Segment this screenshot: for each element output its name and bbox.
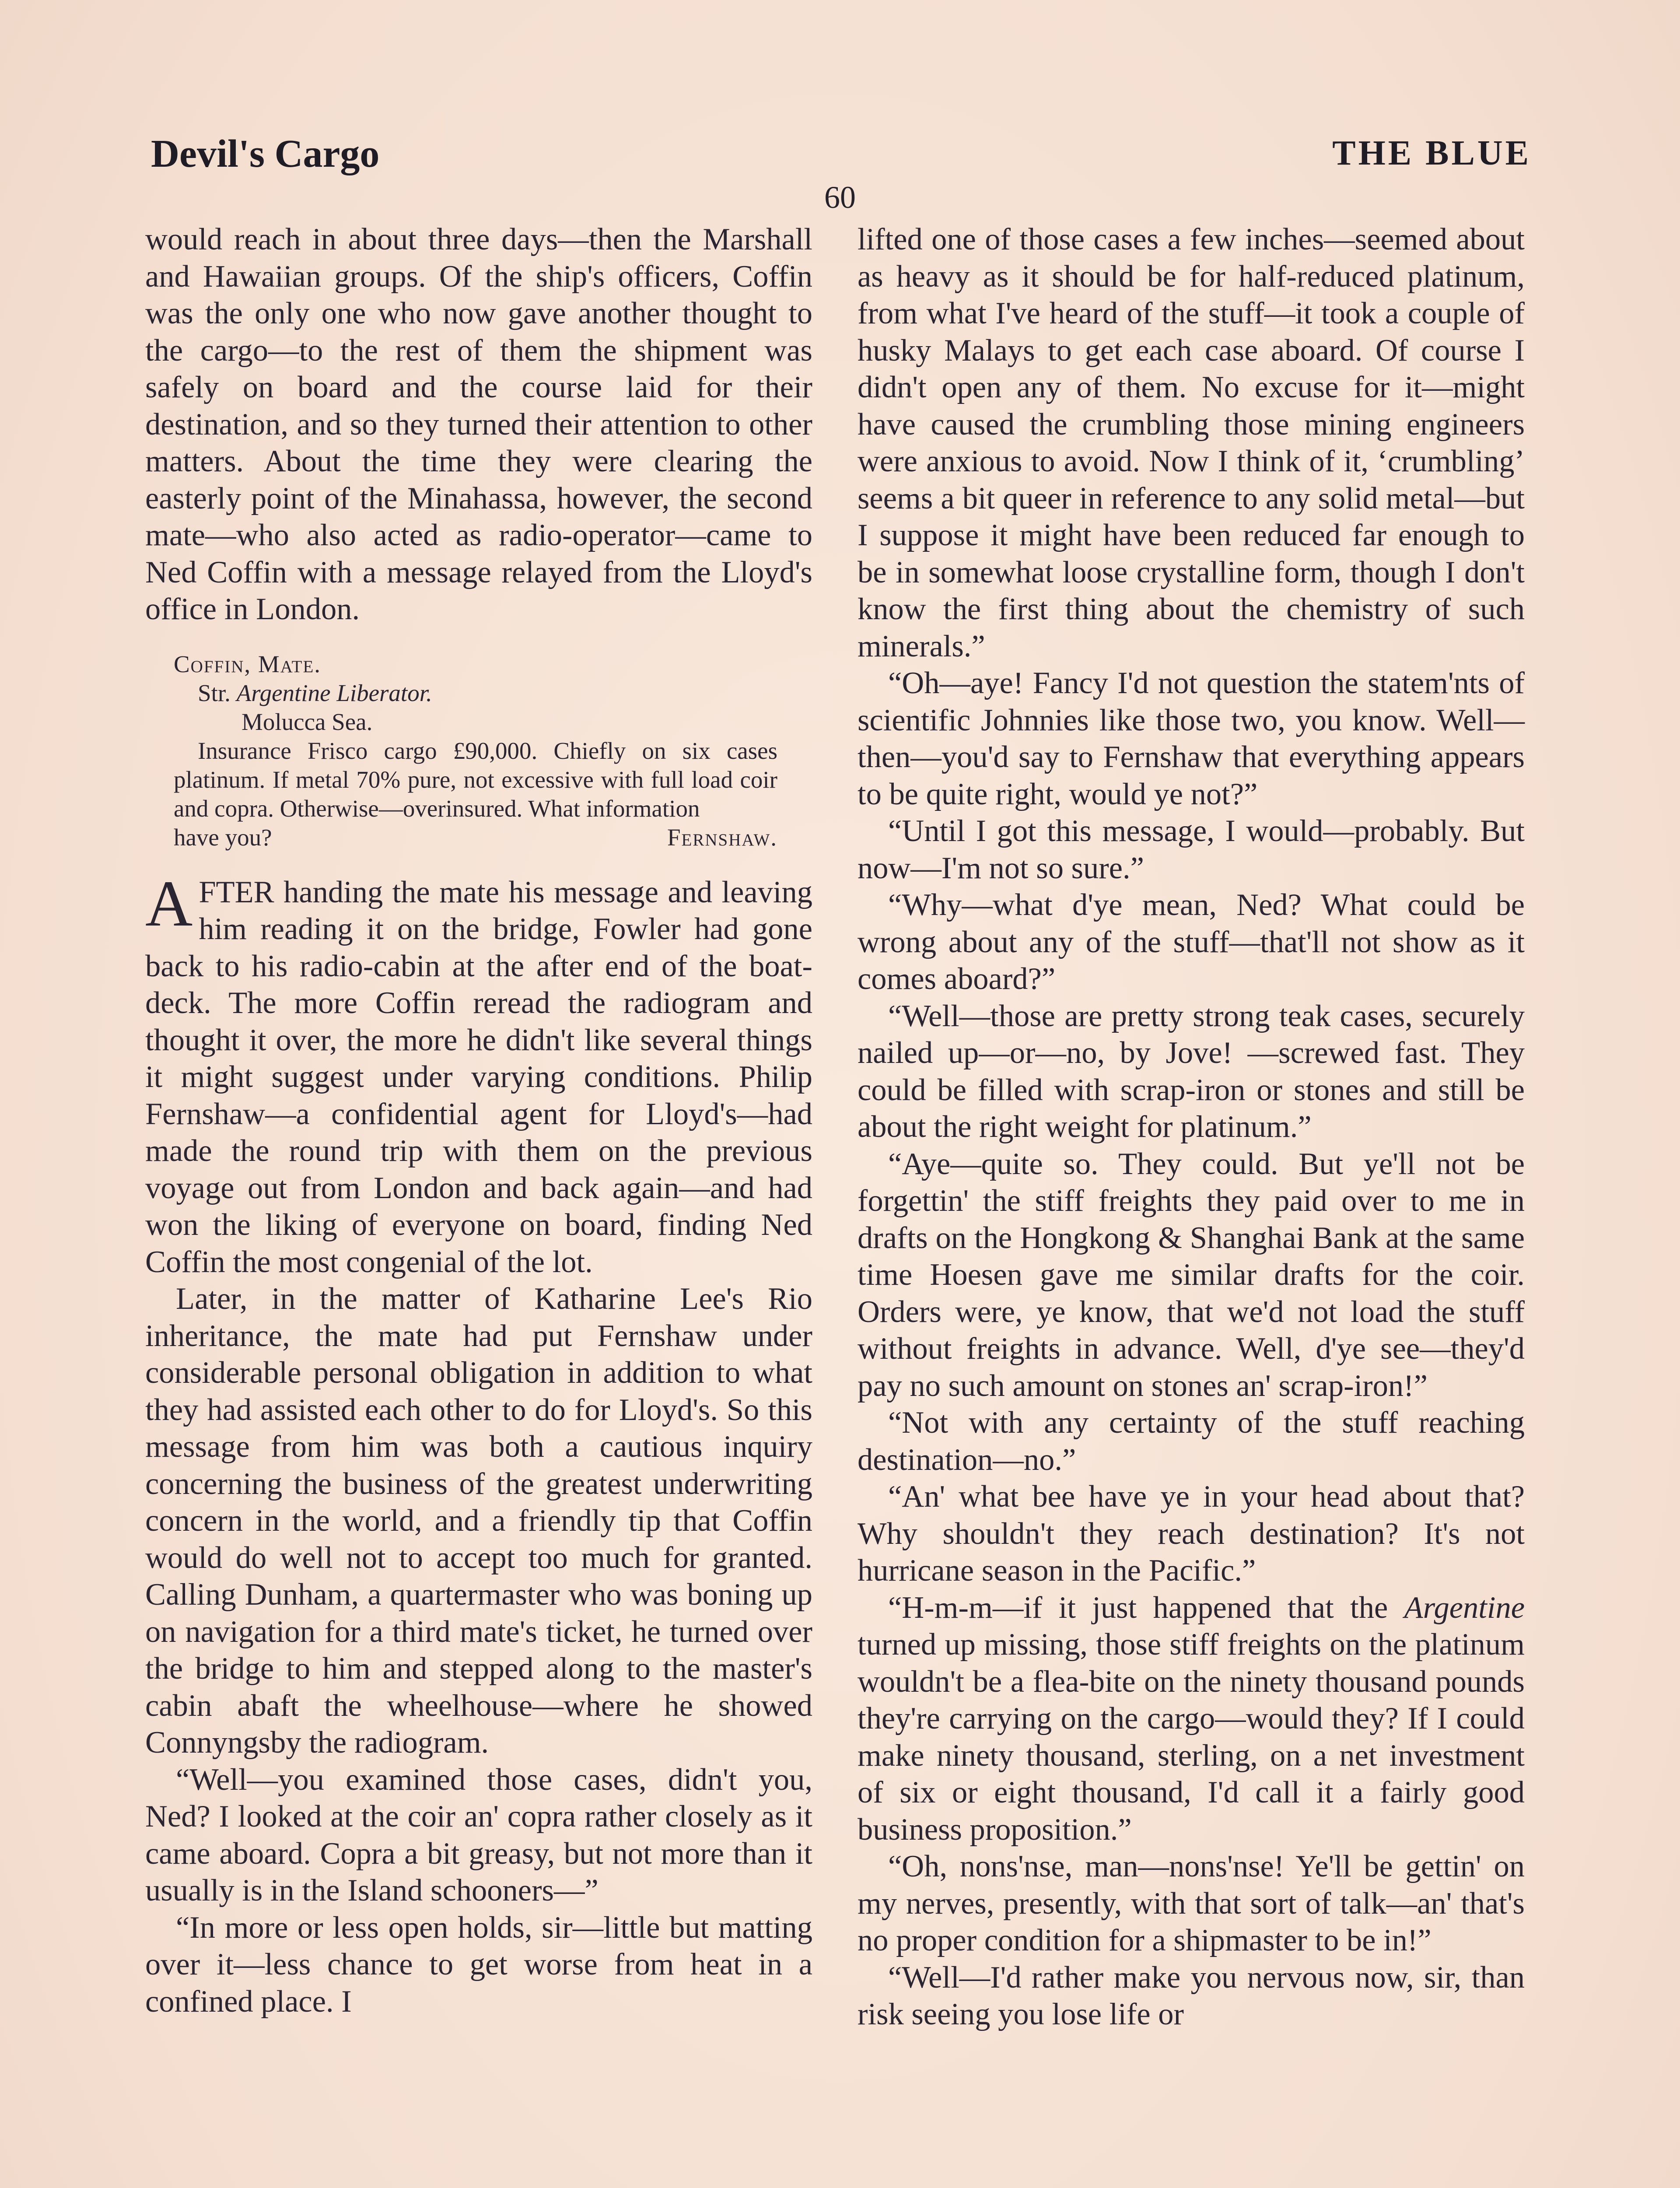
radiogram-ship-name: Argentine Liberator. [236, 679, 432, 706]
paragraph-dropcap [145, 867, 812, 1281]
ship-name-italic: Argentine [1404, 1590, 1525, 1625]
paragraph: “An' what bee have ye in your head about that? Why shouldn't they reach destination? It's not hurricane season in the Pacific.” [858, 1480, 1525, 1588]
radiogram-closing-line [174, 823, 777, 852]
paragraph: “Until I got this message, I would—probably. But now—I'm not so sure.” [858, 814, 1525, 885]
paragraph: “Well—those are pretty strong teak cases, securely nailed up—or—no, by Jove! —screwed fast. They could be filled with scrap-iron or stones and still be about the right weight for platinum.” [858, 999, 1525, 1144]
paragraph [858, 1589, 1525, 1848]
magazine-title: THE BLUE [1332, 134, 1531, 172]
paragraph: “Well—I'd rather make you nervous now, sir, than risk seeing you lose life or [858, 1960, 1525, 2031]
radiogram-recipient: Coffin, Mate. [174, 650, 322, 677]
page-number: 60 [824, 180, 856, 215]
paragraph: would reach in about three days—then the Marshall and Hawaiian groups. Of the ship's officers, Coffin was the only one who now gave another thought to the cargo—to the rest of them the shipment was safely on board and the course laid for their destination, and so they turned their attention to other matters. About the time they were clearing the easterly point of the Minahassa, however, the second mate—who also acted as radio-operator—came to Ned Coffin with a message relayed from the Lloyd's office in London. [145, 222, 812, 626]
paragraph: Later, in the matter of Katharine Lee's Rio inheritance, the mate had put Fernshaw under considerable personal obligation in addition to what they had assisted each other to do for Lloyd's. So this message from him was both a cautious inquiry concerning the business of the greatest underwriting concern in the world, and a friendly tip that Coffin would do well not to accept too much for granted. Calling Dunham, a quartermaster who was boning up on navigation for a third mate's ticket, he turned over the bridge to him and stepped along to the master's cabin abaft the wheelhouse—where he showed Connyngsby the radiogram. [145, 1282, 812, 1760]
radiogram-signature: Fernshaw. [667, 824, 777, 851]
paragraph: “In more or less open holds, sir—little but matting over it—less chance to get worse from heat in a confined place. I [145, 1910, 812, 2019]
radiogram-ship-line [174, 679, 777, 708]
paragraph-text: turned up missing, those stiff freights on the platinum wouldn't be a flea-bite on the ninety thousand pounds they're carrying on the cargo—would they? If I could make ninety thousand, sterling, on a net investment of six or eight thousand, I'd call it a fairly good business proposition.” [858, 1627, 1525, 1847]
paragraph: “Oh—aye! Fancy I'd not question the statem'nts of scientific Johnnies like those two, you know. Well—then—you'd say to Fernshaw that everything appears to be quite right, would ye not?” [858, 666, 1525, 811]
paragraph: “Oh, nons'nse, man—nons'nse! Ye'll be gettin' on my nerves, presently, with that sort of talk—an' that's no proper condition for a shipmaster to be in!” [858, 1849, 1525, 1957]
radiogram-block [174, 650, 777, 852]
story-title: Devil's Cargo [151, 132, 380, 175]
right-column [858, 221, 1525, 2033]
paragraph: “Why—what d'ye mean, Ned? What could be wrong about any of the stuff—that'll not show as it comes aboard?” [858, 888, 1525, 996]
drop-cap: A [145, 867, 193, 940]
paragraph: “Well—you examined those cases, didn't you, Ned? I looked at the coir an' copra rather closely as it came aboard. Copra a bit greasy, but not more than it usually is in the Island schooners—” [145, 1762, 812, 1907]
paragraph: “Aye—quite so. They could. But ye'll not be forgettin' the stiff freights they paid over to me in drafts on the Hongkong & Shanghai Bank at the same time Hoesen gave me similar drafts for the coir. Orders were, ye know, that we'd not load the stuff without freights in advance. Well, d'ye see—they'd pay no such amount on stones an' scrap-iron!” [858, 1147, 1525, 1403]
paragraph-text: “H-m-m—if it just happened that the [888, 1590, 1388, 1625]
radiogram-body: Insurance Frisco cargo £90,000. Chiefly on six cases platinum. If metal 70% pure, not excessive with full load coir and copra. Otherwise—overinsured. What information [174, 737, 777, 822]
left-column [145, 221, 812, 2020]
radiogram-ship-prefix: Str. [198, 679, 231, 706]
paragraph: “Not with any certainty of the stuff reaching destination—no.” [858, 1406, 1525, 1477]
radiogram-location: Molucca Sea. [242, 708, 373, 735]
paragraph-text: FTER handing the mate his message and leaving him reading it on the bridge, Fowler had gone back to his radio-cabin at the after end of the boat-deck. The more Coffin reread the radiogram and thought it over, the more he didn't like several things it might suggest under varying conditions. Philip Fernshaw—a confidential agent for Lloyd's—had made the round trip with them on the previous voyage out from London and back again—and had won the liking of everyone on board, finding Ned Coffin the most congenial of the lot. [145, 875, 812, 1279]
paragraph: lifted one of those cases a few inches—seemed about as heavy as it should be for half-reduced platinum, from what I've heard of the stuff—it took a couple of husky Malays to get each case aboard. Of course I didn't open any of them. No excuse for it—might have caused the crumbling those mining engineers were anxious to avoid. Now I think of it, ‘crumbling’ seems a bit queer in reference to any solid metal—but I suppose it might have been reduced far enough to be in somewhat loose crystalline form, though I don't know the first thing about the chemistry of such minerals.” [858, 222, 1525, 663]
radiogram-closing: have you? [174, 824, 272, 851]
